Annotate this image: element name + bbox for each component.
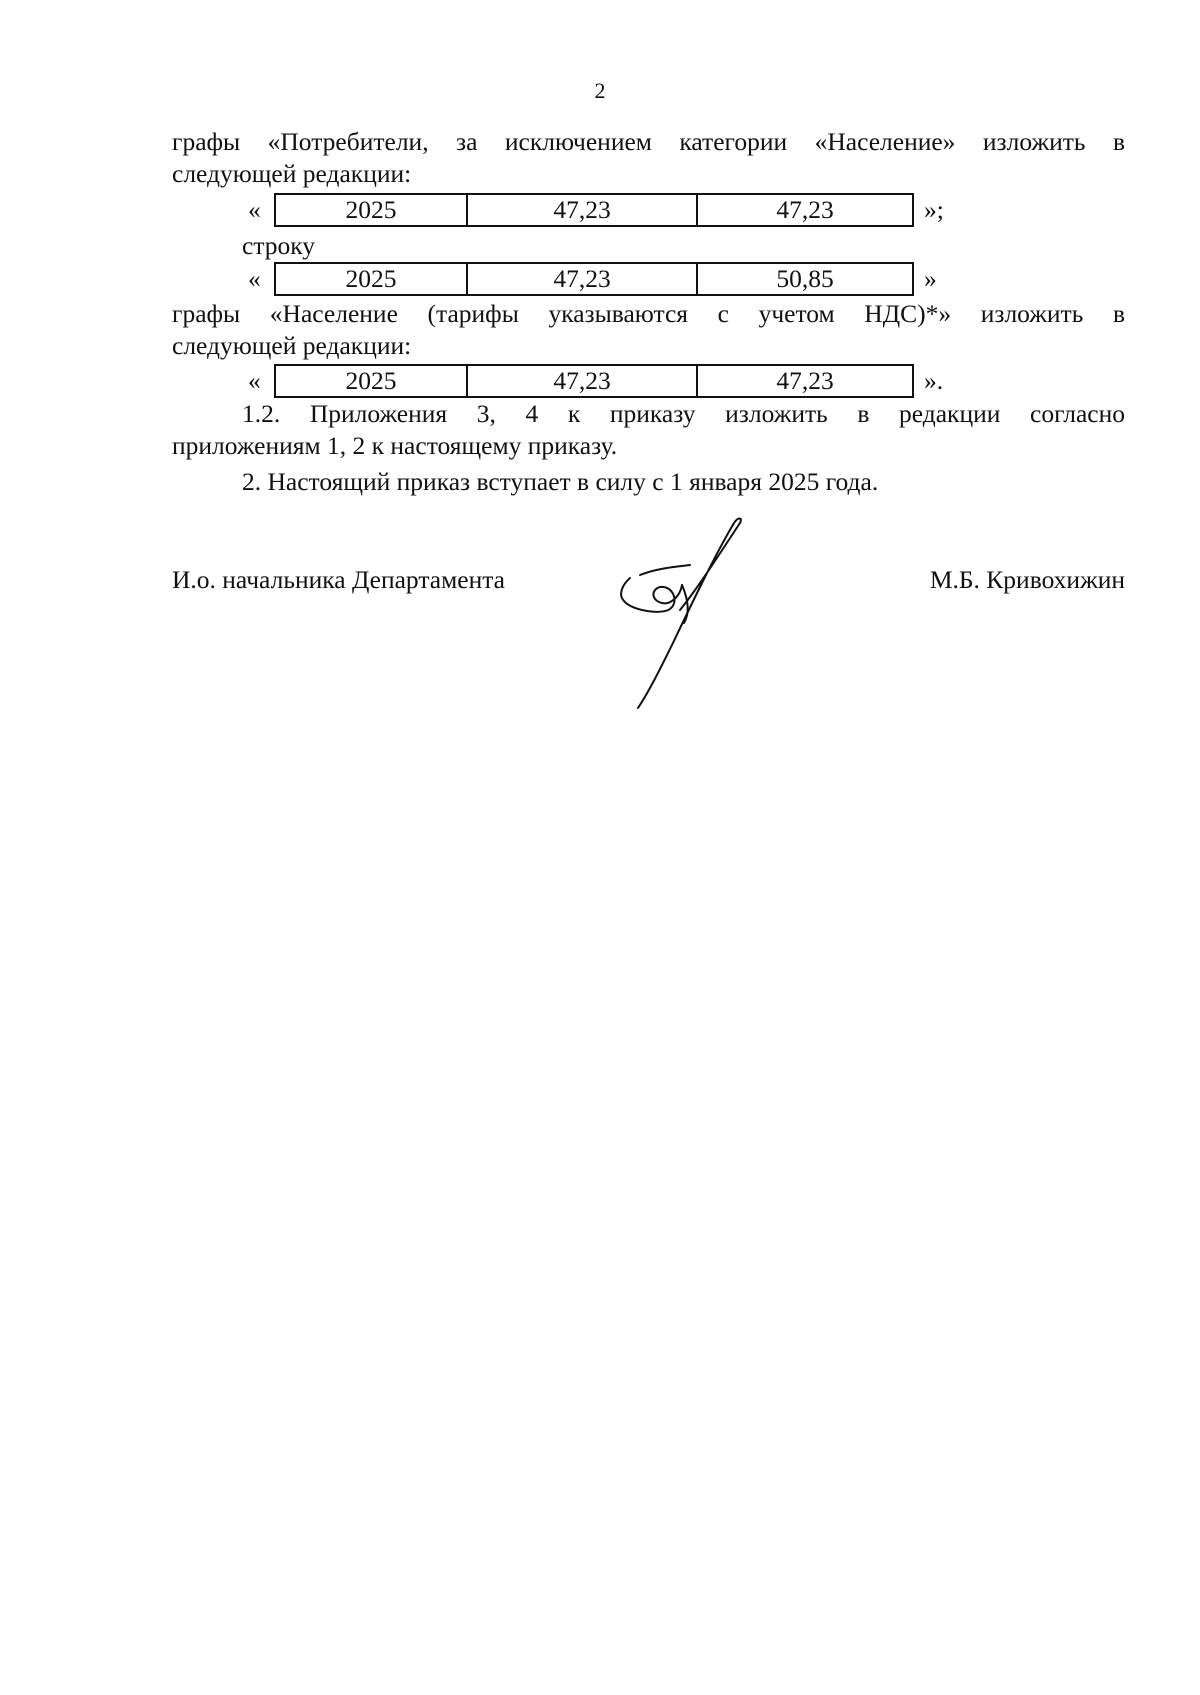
closing-quote: » bbox=[924, 264, 937, 293]
tariff-cell: 47,23 bbox=[466, 264, 696, 294]
year-cell: 2025 bbox=[345, 366, 397, 395]
tariff-cell: 47,23 bbox=[696, 366, 912, 396]
opening-quote: « bbox=[248, 264, 261, 293]
tariff-cell: 47,23 bbox=[466, 366, 696, 396]
paragraph-line: приложениям 1, 2 к настоящему приказу. bbox=[172, 431, 618, 460]
paragraph-line: следующей редакции: bbox=[172, 331, 412, 360]
page-number: 2 bbox=[594, 78, 606, 103]
signatory-name: М.Б. Кривохижин bbox=[929, 565, 1125, 594]
signatory-position: И.о. начальника Департамента bbox=[172, 565, 505, 594]
row-cells bbox=[274, 364, 914, 398]
year-cell: 2025 bbox=[345, 195, 397, 224]
row-cells bbox=[274, 262, 914, 296]
tariff-cell: 50,85 bbox=[696, 264, 912, 294]
paragraph-line: строку bbox=[242, 231, 316, 260]
opening-quote: « bbox=[248, 195, 261, 224]
tariff-cell: 47,23 bbox=[696, 195, 912, 225]
paragraph-line: 2. Настоящий приказ вступает в силу с 1 января 2025 года. bbox=[242, 467, 879, 496]
handwritten-signature bbox=[610, 515, 790, 715]
paragraph-line: графы «Население (тарифы указываются с учетом НДС)*» изложить в bbox=[172, 299, 1125, 328]
year-cell: 2025 bbox=[345, 264, 397, 293]
paragraph-line: следующей редакции: bbox=[172, 159, 412, 188]
paragraph-line: 1.2. Приложения 3, 4 к приказу изложить в редакции согласно bbox=[242, 399, 1125, 428]
closing-quote: ». bbox=[924, 366, 944, 395]
paragraph-line: графы «Потребители, за исключением категории «Население» изложить в bbox=[172, 127, 1125, 156]
opening-quote: « bbox=[248, 366, 261, 395]
row-cells bbox=[274, 193, 914, 227]
tariff-cell: 47,23 bbox=[466, 195, 696, 225]
closing-quote: »; bbox=[924, 195, 944, 224]
